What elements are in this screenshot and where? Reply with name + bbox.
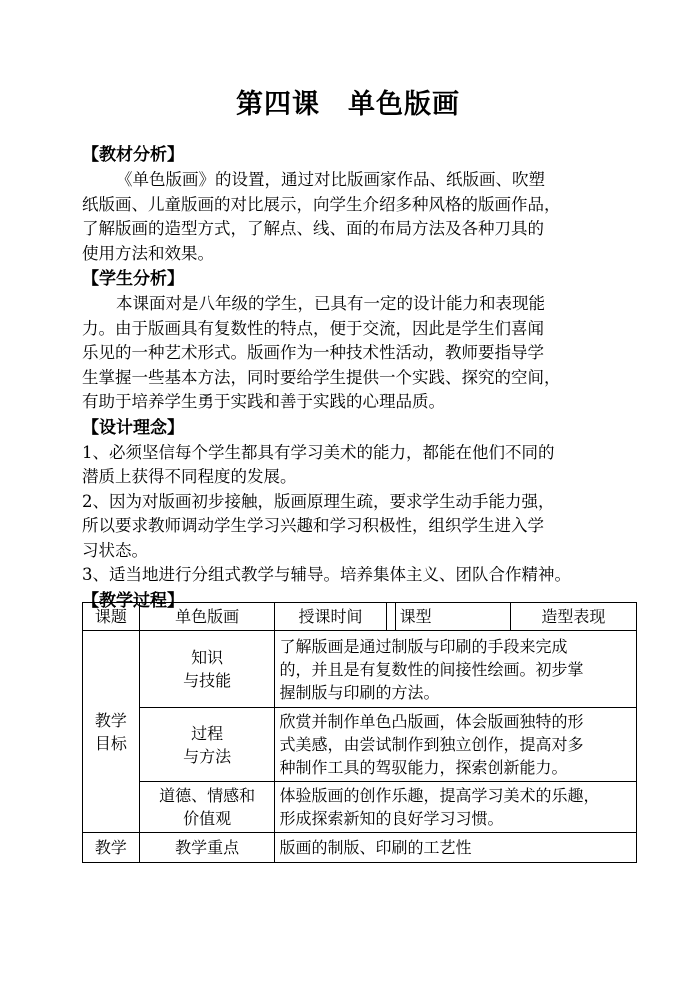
table-cell-goal-text [275,782,637,833]
text-line: 价值观 [183,809,232,828]
table-cell-goal-label [139,631,275,708]
text-line: 了解版画是通过制版与印刷的手段来完成 [279,636,568,656]
page-title: 第四课 单色版画 [236,89,460,120]
text-line: 形成探索新知的良好学习习惯。 [279,809,504,828]
table-cell [386,603,395,631]
text-line: 欣赏并制作单色凸版画，体会版画独特的形 [279,712,584,731]
table-cell: 单色版画 [139,603,275,631]
table-cell-goal-label [139,782,275,833]
text-line: 与方法 [183,746,232,766]
table-cell: 教学 [83,833,140,863]
text-line: 知识 [191,648,224,667]
text-line: 生掌握一些基本方法，同时要给学生提供一个实践、探究的空间， [82,367,561,387]
table-cell: 课题 [83,603,140,631]
text-line: 的，并且是有复数性的间接性绘画。初步掌 [279,659,584,679]
section-paragraph-textbook-analysis [82,168,642,266]
table-cell-goals-label [83,631,140,833]
text-line: 使用方法和效果。 [82,243,214,263]
text-line: 目标 [94,733,127,753]
text-line: 所以要求教师调动学生学习兴趣和学习积极性，组织学生进入学 [82,516,544,535]
table-row [83,833,637,863]
text-line: 力。由于版画具有复数性的特点，便于交流，因此是学生们喜闻 [82,318,544,338]
text-line: 握制版与印刷的方法。 [279,682,440,702]
text-line: 了解版画的造型方式，了解点、线、面的布局方法及各种刀具的 [82,219,544,238]
table-cell: 造型表现 [510,603,636,631]
table-cell-goal-text [275,708,637,782]
text-line: 1、必须坚信每个学生都具有学习美术的能力，都能在他们不同的 [82,442,555,462]
document-body [82,142,642,614]
text-line: 式美感，由尝试制作到独立创作，提高对多 [279,735,584,754]
text-line: 道德、情感和 [159,786,256,805]
section-paragraph-student-analysis [82,292,642,415]
section-heading-textbook-analysis: 【教材分析】 [82,145,184,165]
text-line: 乐见的一种艺术形式。版画作为一种技术性活动，教师要指导学 [82,343,544,362]
text-line: 有助于培养学生勇于实践和善于实践的心理品质。 [82,392,445,411]
section-paragraph-design-concept [82,441,642,588]
table-cell: 版画的制版、印刷的工艺性 [275,833,637,863]
text-line: 与技能 [183,671,232,690]
text-line: 3、适当地进行分组式教学与辅导。培养集体主义、团队合作精神。 [82,565,571,584]
table-row [83,631,637,708]
text-line: 种制作工具的驾驭能力，探索创新能力。 [279,758,568,777]
table-cell-goal-text [275,631,637,708]
lesson-plan-table [82,602,637,863]
table-row-header [83,603,637,631]
text-line: 体验版画的创作乐趣，提高学习美术的乐趣， [279,786,600,805]
section-heading-design-concept: 【设计理念】 [82,417,184,438]
table-cell: 授课时间 [275,603,386,631]
table-cell: 课型 [395,603,510,631]
section-heading-student-analysis: 【学生分析】 [82,269,184,289]
table-cell-goal-label [139,708,275,782]
text-line: 《单色版画》的设置，通过对比版画家作品、纸版画、吹塑 [116,170,545,189]
text-line: 过程 [191,723,224,743]
text-line: 2、因为对版画初步接触，版画原理生疏，要求学生动手能力强， [82,491,555,511]
table-row [83,708,637,782]
text-line: 本课面对是八年级的学生，已具有一定的设计能力和表现能 [116,294,545,313]
section-heading-teaching-process: 【教学过程】 [82,590,184,611]
table-cell: 教学重点 [139,833,275,863]
table-row [83,782,637,833]
text-line: 纸版画、儿童版画的对比展示，向学生介绍多种风格的版画作品， [82,194,561,214]
text-line: 习状态。 [82,540,148,560]
text-line: 潜质上获得不同程度的发展。 [82,467,297,486]
text-line: 教学 [94,710,127,730]
